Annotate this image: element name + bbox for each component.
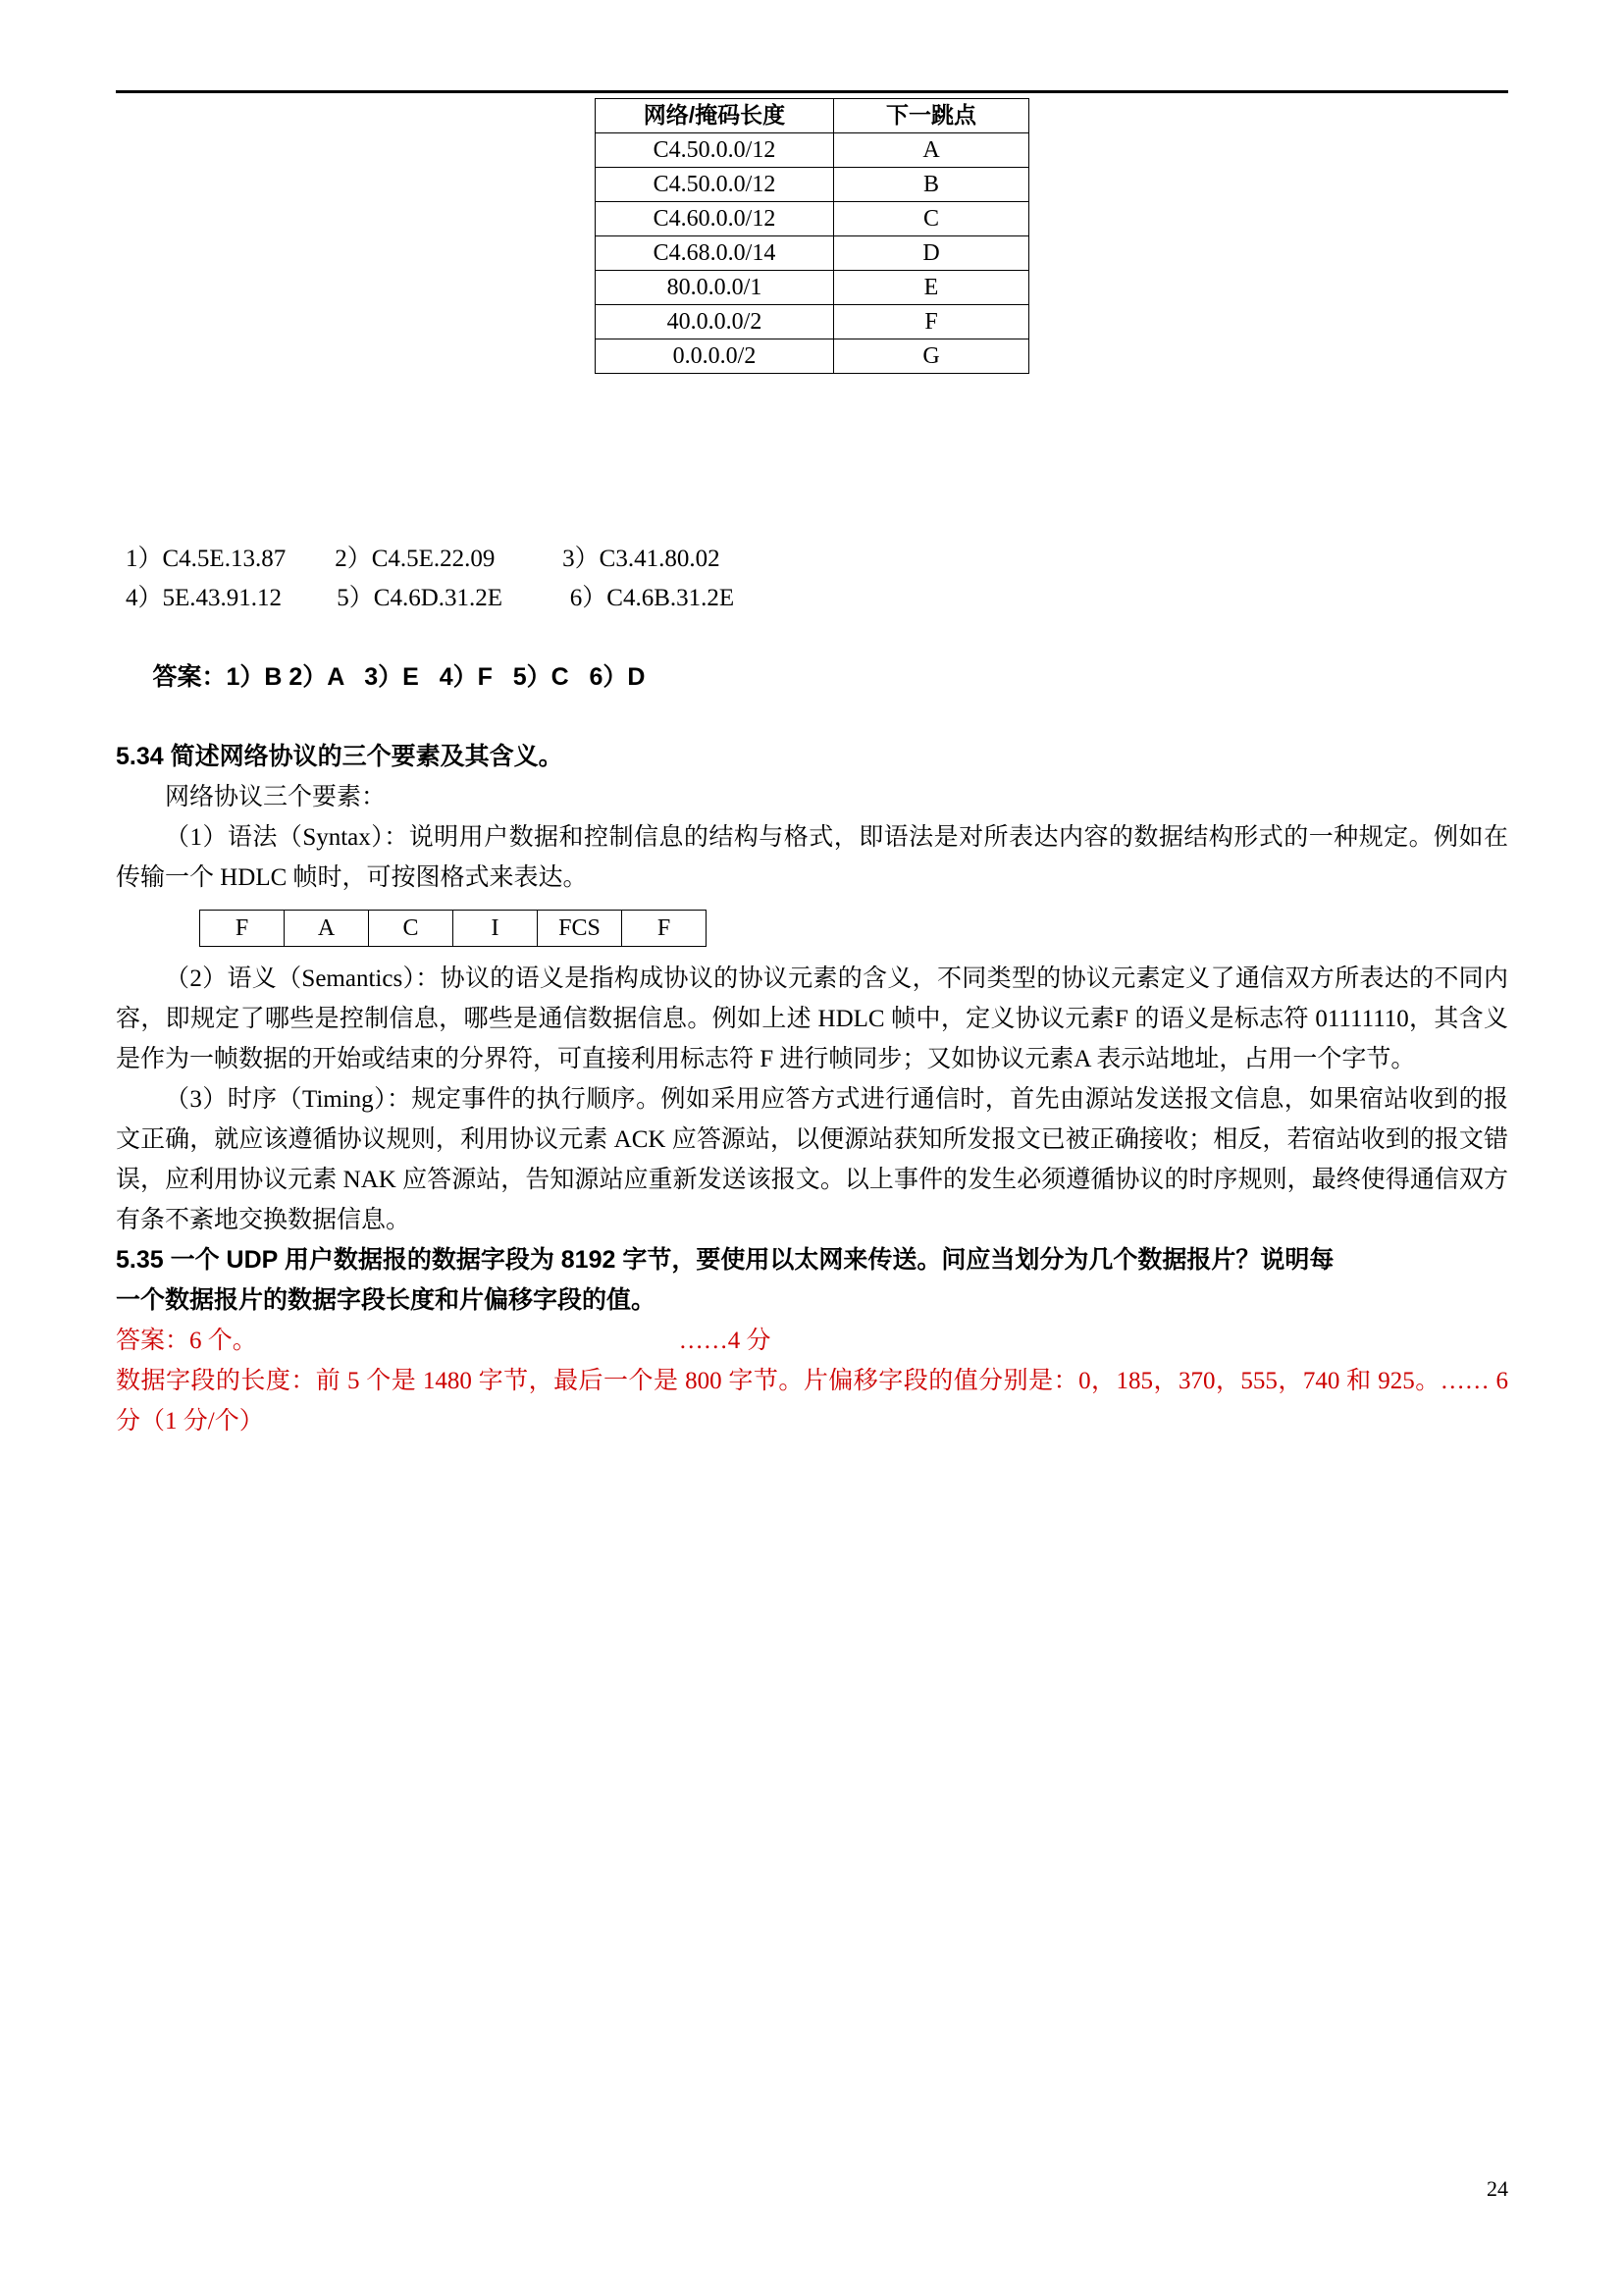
routing-nexthop-cell: G: [834, 339, 1029, 374]
routing-network-cell: 0.0.0.0/2: [596, 339, 834, 374]
section-535-heading-line2: 一个数据报片的数据字段长度和片偏移字段的值。: [116, 1286, 656, 1314]
routing-table-header-row: [596, 99, 1029, 133]
routing-network-cell: C4.68.0.0/14: [596, 236, 834, 271]
section-535-answer-row: [116, 1321, 1508, 1361]
section-534-intro: 网络协议三个要素：: [165, 784, 387, 810]
section-535-answer-detail: 数据字段的长度：前 5 个是 1480 字节，最后一个是 800 字节。片偏移字段的值分别是：0，185，370，555，740 和 925。…… 6 分（1 分/个）: [116, 1368, 1508, 1434]
table-row: [596, 339, 1029, 374]
answer-533: [116, 618, 1508, 737]
answer-533-text: 答案：1）B 2）A 3）E 4）F 5）C 6）D: [152, 663, 646, 691]
hdlc-cell-info: I: [453, 911, 538, 947]
spacer: [257, 1321, 679, 1361]
table-row: [596, 305, 1029, 339]
routing-network-cell: C4.60.0.0/12: [596, 202, 834, 236]
routing-nexthop-cell: E: [834, 271, 1029, 305]
routing-nexthop-cell: C: [834, 202, 1029, 236]
section-534-heading: 5.34 简述网络协议的三个要素及其含义。: [116, 743, 563, 770]
routing-nexthop-cell: F: [834, 305, 1029, 339]
routing-col-nexthop: 下一跳点: [834, 99, 1029, 133]
routing-col-network: 网络/掩码长度: [596, 99, 834, 133]
table-row: [200, 911, 707, 947]
table-row: [596, 133, 1029, 168]
section-534-paragraph-semantics: （2）语义（Semantics）：协议的语义是指构成协议的协议元素的含义，不同类型的协议元素定义了通信双方所表达的不同内容，即规定了哪些是控制信息，哪些是通信数据信息。例如上述 HDLC 帧中，定义协议元素F 的语义是标志符 01111110，其含义是作为一帧数据的开始或结束的分界符，可直接利用标志符 F 进行帧同步；又如协议元素A 表示站地址，占用一个字节。: [116, 965, 1508, 1072]
routing-nexthop-cell: A: [834, 133, 1029, 168]
section-534-paragraph-syntax: （1）语法（Syntax）：说明用户数据和控制信息的结构与格式，即语法是对所表达内容的数据结构形式的一种规定。例如在传输一个 HDLC 帧时，可按图格式来表达。: [116, 824, 1508, 891]
document-body: [116, 540, 1508, 1441]
hdlc-cell-flag-start: F: [200, 911, 285, 947]
hdlc-cell-control: C: [369, 911, 453, 947]
routing-table-container: [0, 98, 1624, 374]
routing-table: [595, 98, 1029, 374]
hdlc-cell-fcs: FCS: [538, 911, 622, 947]
header-rule: [116, 90, 1508, 93]
section-535-heading-line1: 5.35 一个 UDP 用户数据报的数据字段为 8192 字节，要使用以太网来传送。问应当划分为几个数据报片？说明每: [116, 1246, 1335, 1274]
routing-network-cell: 40.0.0.0/2: [596, 305, 834, 339]
hdlc-cell-address: A: [285, 911, 369, 947]
options-row-2: 4）5E.43.91.12 5）C4.6D.31.2E 6）C4.6B.31.2E: [126, 585, 735, 611]
hdlc-frame-table: [199, 910, 707, 947]
routing-nexthop-cell: D: [834, 236, 1029, 271]
section-535-answer-label: 答案：6 个。: [116, 1328, 257, 1354]
routing-network-cell: 80.0.0.0/1: [596, 271, 834, 305]
routing-network-cell: C4.50.0.0/12: [596, 133, 834, 168]
section-534-paragraph-timing: （3）时序（Timing）：规定事件的执行顺序。例如采用应答方式进行通信时，首先由源站发送报文信息，如果宿站收到的报文正确，就应该遵循协议规则，利用协议元素 ACK 应答源站，以便源站获知所发报文已被正确接收；相反，若宿站收到的报文错误，应利用协议元素 NAK 应答源站，告知源站应重新发送该报文。以上事件的发生必须遵循协议的时序规则，最终使得通信双方有条不紊地交换数据信息。: [116, 1086, 1508, 1233]
routing-network-cell: C4.50.0.0/12: [596, 168, 834, 202]
table-row: [596, 271, 1029, 305]
hdlc-cell-flag-end: F: [622, 911, 707, 947]
table-row: [596, 202, 1029, 236]
routing-nexthop-cell: B: [834, 168, 1029, 202]
page-number: 24: [1487, 2176, 1508, 2201]
options-row-1: 1）C4.5E.13.87 2）C4.5E.22.09 3）C3.41.80.02: [126, 546, 720, 572]
section-535-answer-marks: ……4 分: [678, 1328, 771, 1354]
table-row: [596, 236, 1029, 271]
table-row: [596, 168, 1029, 202]
hdlc-frame-container: [199, 910, 1508, 947]
